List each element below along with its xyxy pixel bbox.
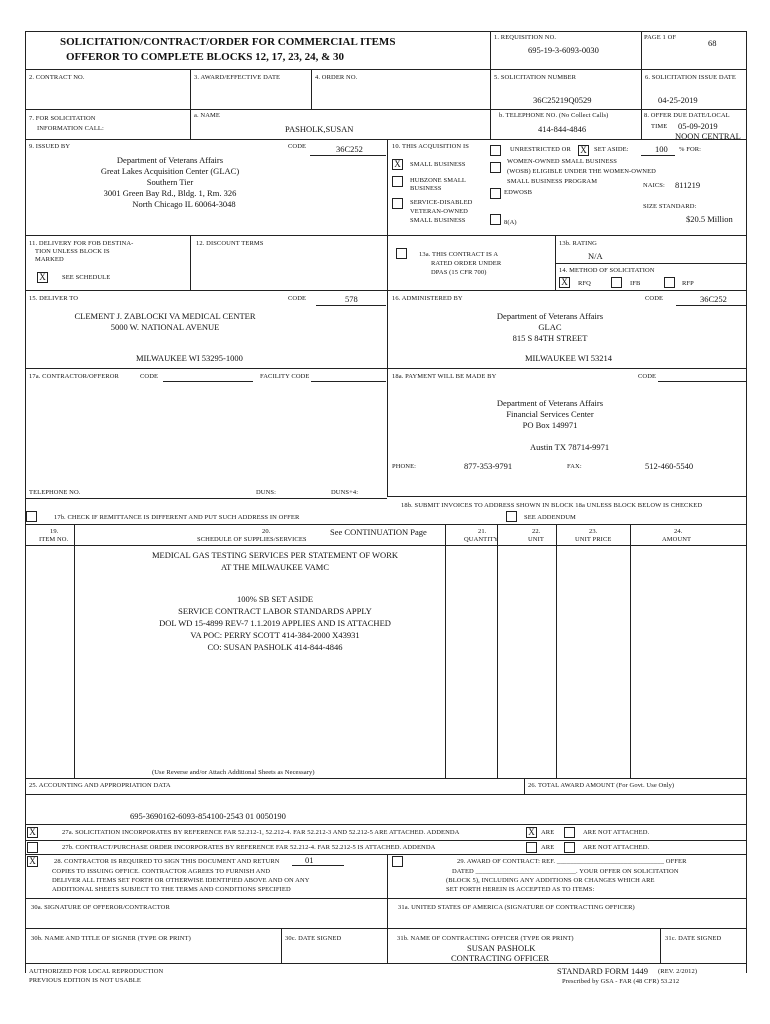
offer-due-label: 8. OFFER DUE DATE/LOCAL: [644, 112, 730, 119]
block-27a-text: 27a. SOLICITATION INCORPORATES BY REFERENCE FAR 52.212-1, 52.212-4. FAR 52.212-3 AND 52.212-5 ARE ATTACHED. ADDENDA: [62, 829, 460, 836]
solicitation-no-label: 5. SOLICITATION NUMBER: [494, 74, 577, 81]
rfp-checkbox[interactable]: [664, 277, 675, 288]
date-30c-label: 30c. DATE SIGNED: [285, 935, 342, 942]
unrestricted-checkbox[interactable]: [490, 145, 501, 156]
ifb-checkbox[interactable]: [611, 277, 622, 288]
eight-a-checkbox[interactable]: [490, 214, 501, 225]
see-addendum-label: SEE ADDENDUM: [524, 514, 576, 521]
wosb-checkbox[interactable]: [490, 162, 501, 173]
duns4-label: DUNS+4:: [331, 489, 359, 496]
schedule-line: DOL WD 15-4899 REV-7 1.1.2019 APPLIES AND IS ATTACHED: [159, 618, 391, 628]
delivery-fob-label: 11. DELIVERY FOR FOB DESTINA-: [29, 240, 134, 247]
27a-are-not-label: ARE NOT ATTACHED.: [583, 829, 650, 836]
facility-code-label: FACILITY CODE: [260, 373, 310, 380]
name-30b-label: 30b. NAME AND TITLE OF SIGNER (TYPE OR PRINT): [31, 935, 191, 942]
edwosb-label: EDWOSB: [504, 189, 533, 196]
see-schedule-checkbox[interactable]: X: [37, 272, 48, 283]
officer-name[interactable]: SUSAN PASHOLK: [467, 943, 536, 953]
administered-by-code-value[interactable]: 36C252: [700, 294, 727, 304]
rating-value[interactable]: N/A: [588, 251, 603, 261]
rating-label: 13b. RATING: [559, 240, 597, 247]
submit-invoices-label: 18b. SUBMIT INVOICES TO ADDRESS SHOWN IN BLOCK 18a UNLESS BLOCK BELOW IS CHECKED: [401, 502, 703, 509]
rated-order-checkbox[interactable]: [396, 248, 407, 259]
acquisition-label: 10. THIS ACQUISITION IS: [392, 143, 469, 150]
unit-price-header: 23.: [589, 528, 598, 535]
date-31c-label: 31c. DATE SIGNED: [665, 935, 722, 942]
footer-form-number: STANDARD FORM 1449: [557, 966, 648, 976]
addenda-27b-checkbox[interactable]: [27, 842, 38, 853]
sdvosb-label-3: SMALL BUSINESS: [410, 217, 466, 224]
issued-by-line: North Chicago IL 60064-3048: [132, 199, 236, 209]
remittance-checkbox[interactable]: [26, 511, 37, 522]
contact-name-value[interactable]: PASHOLK,SUSAN: [285, 124, 354, 134]
27b-are-not-label: ARE NOT ATTACHED.: [583, 844, 650, 851]
delivery-fob-label-3: MARKED: [35, 256, 64, 263]
payment-code-label: CODE: [638, 373, 657, 380]
block-28-text-2: COPIES TO ISSUING OFFICE. CONTRACTOR AGREES TO FURNISH AND: [52, 868, 271, 875]
schedule-line: CO: SUSAN PASHOLK 414-844-4846: [207, 642, 343, 652]
payment-line: PO Box 149971: [522, 420, 578, 430]
page-label: PAGE 1 OF: [644, 34, 677, 41]
requisition-label: 1. REQUISITION NO.: [494, 34, 557, 41]
order-no-label: 4. ORDER NO.: [315, 74, 358, 81]
block-28-text-3: DELIVER ALL ITEMS SET FORTH OR OTHERWISE IDENTIFIED ABOVE AND ON ANY: [52, 877, 310, 884]
deliver-to-line: CLEMENT J. ZABLOCKI VA MEDICAL CENTER: [74, 311, 256, 321]
issued-by-line: Great Lakes Acquisition Center (GLAC): [100, 166, 240, 176]
issued-by-line: Department of Veterans Affairs: [116, 155, 224, 165]
payment-fax-label: FAX:: [567, 463, 582, 470]
remittance-label: 17b. CHECK IF REMITTANCE IS DIFFERENT AND PUT SUCH ADDRESS IN OFFER: [54, 514, 300, 521]
ifb-label: IFB: [630, 280, 641, 287]
contact-name-label: a. NAME: [194, 112, 220, 119]
officer-title[interactable]: CONTRACTING OFFICER: [451, 953, 549, 963]
payment-phone-value[interactable]: 877-353-9791: [464, 461, 513, 471]
accounting-value[interactable]: 695-3690162-6093-854100-2543 01 0050190: [130, 811, 286, 821]
block-29-text-3: (BLOCK 5), INCLUDING ANY ADDITIONS OR CHANGES WHICH ARE: [446, 877, 655, 884]
footer-reproduction: AUTHORIZED FOR LOCAL REPRODUCTION: [29, 968, 164, 975]
block-27b-text: 27b. CONTRACT/PURCHASE ORDER INCORPORATES BY REFERENCE FAR 52.212-4. FAR 52.212-5 IS ATTACHED. ADDENDA: [62, 844, 436, 851]
percent-for-label: % FOR:: [679, 146, 702, 153]
set-aside-label: SET ASIDE:: [594, 146, 629, 153]
edwosb-checkbox[interactable]: [490, 188, 501, 199]
hubzone-label: HUBZONE SMALL: [410, 177, 467, 184]
continuation-page-link[interactable]: See CONTINUATION Page: [330, 527, 427, 537]
hubzone-label-2: BUSINESS: [410, 185, 442, 192]
sdvosb-label-2: VETERAN-OWNED: [410, 208, 468, 215]
payment-label: 18a. PAYMENT WILL BE MADE BY: [392, 373, 497, 380]
block-29-text-2: DATED ______________________________. YOUR OFFER ON SOLICITATION: [452, 868, 679, 875]
method-label: 14. METHOD OF SOLICITATION: [559, 267, 655, 274]
issued-by-code-label: CODE: [288, 143, 307, 150]
block-28-text-4: ADDITIONAL SHEETS SUBJECT TO THE TERMS AND CONDITIONS SPECIFIED: [52, 886, 291, 893]
deliver-to-line: 5000 W. NATIONAL AVENUE: [110, 322, 220, 332]
payment-city: Austin TX 78714-9971: [530, 442, 610, 452]
copies-value[interactable]: 01: [305, 855, 314, 865]
unit-price-header-2: UNIT PRICE: [575, 536, 612, 543]
reverse-note: (Use Reverse and/or Attach Additional Sheets as Necessary): [152, 769, 315, 776]
administered-by-label: 16. ADMINISTERED BY: [392, 295, 463, 302]
hubzone-checkbox[interactable]: [392, 176, 403, 187]
set-aside-percent[interactable]: 100: [655, 144, 668, 154]
issued-by-address: [60, 155, 280, 210]
discount-terms-label: 12. DISCOUNT TERMS: [196, 240, 264, 247]
deliver-to-label: 15. DELIVER TO: [29, 295, 79, 302]
item-no-header: 19.: [50, 528, 59, 535]
addenda-27a-checkbox[interactable]: X: [27, 827, 38, 838]
sig-30a-label: 30a. SIGNATURE OF OFFEROR/CONTRACTOR: [31, 904, 170, 911]
award-date-label: 3. AWARD/EFFECTIVE DATE: [194, 74, 281, 81]
issued-by-code-value[interactable]: 36C252: [336, 144, 363, 154]
size-standard-value[interactable]: $20.5 Million: [686, 214, 733, 224]
schedule-line: VA POC: PERRY SCOTT 414-384-2000 X43931: [190, 630, 360, 640]
offer-time-label: TIME: [651, 123, 668, 130]
payment-line: Financial Services Center: [506, 409, 594, 419]
27b-are-not-checkbox[interactable]: [564, 842, 575, 853]
contractor-label: 17a. CONTRACTOR/OFFEROR: [29, 373, 119, 380]
delivery-fob-label-2: TION UNLESS BLOCK IS: [35, 248, 110, 255]
sdvosb-checkbox[interactable]: [392, 198, 403, 209]
name-31b-label: 31b. NAME OF CONTRACTING OFFICER (TYPE OR PRINT): [397, 935, 574, 942]
block-28-text: 28. CONTRACTOR IS REQUIRED TO SIGN THIS DOCUMENT AND RETURN: [54, 858, 280, 865]
sig-31a-label: 31a. UNITED STATES OF AMERICA (SIGNATURE OF CONTRACTING OFFICER): [398, 904, 635, 911]
footer-revision: (REV. 2/2012): [658, 968, 698, 975]
eight-a-label: 8(A): [504, 219, 517, 226]
issue-date-value[interactable]: 04-25-2019: [658, 95, 698, 105]
naics-value[interactable]: 811219: [675, 180, 701, 190]
27a-are-label: ARE: [541, 829, 555, 836]
schedule-line: MEDICAL GAS TESTING SERVICES PER STATEMENT OF WORK: [151, 550, 399, 560]
quantity-header-2: QUANTITY: [464, 536, 499, 543]
rated-order-label-2: RATED ORDER UNDER: [431, 260, 502, 267]
amount-header: 24.: [674, 528, 683, 535]
small-business-label: SMALL BUSINESS: [410, 161, 466, 168]
issued-by-label: 9. ISSUED BY: [29, 143, 71, 150]
requisition-value[interactable]: 695-19-3-6093-0030: [528, 45, 599, 55]
block-28-checkbox[interactable]: X: [27, 856, 38, 867]
accounting-label: 25. ACCOUNTING AND APPROPRIATION DATA: [29, 782, 171, 789]
services-header-2: SCHEDULE OF SUPPLIES/SERVICES: [197, 536, 307, 543]
services-header: 20.: [262, 528, 271, 535]
block-29-text-4: SET FORTH HEREIN IS ACCEPTED AS TO ITEMS:: [446, 886, 595, 893]
rated-order-label: 13a. THIS CONTRACT IS A: [419, 251, 499, 258]
naics-label: NAICS:: [643, 182, 665, 189]
rfq-checkbox[interactable]: X: [559, 277, 570, 288]
footer-prescribed: Prescribed by GSA - FAR (48 CFR) 53.212: [562, 978, 680, 985]
rfq-label: RFQ: [578, 280, 591, 287]
contract-no-label: 2. CONTRACT NO.: [29, 74, 85, 81]
form-title: SOLICITATION/CONTRACT/ORDER FOR COMMERCIAL ITEMS: [60, 36, 396, 48]
issued-by-line: 3001 Green Bay Rd., Bldg. 1, Rm. 326: [103, 188, 237, 198]
administered-by-line: GLAC: [538, 322, 562, 332]
wosb-label: WOMEN-OWNED SMALL BUSINESS: [507, 158, 617, 165]
payment-line: Department of Veterans Affairs: [496, 398, 604, 408]
27b-are-label: ARE: [541, 844, 555, 851]
payment-fax-value[interactable]: 512-460-5540: [645, 461, 694, 471]
payment-phone-label: PHONE:: [392, 463, 417, 470]
27a-are-not-checkbox[interactable]: [564, 827, 575, 838]
27b-are-checkbox[interactable]: [526, 842, 537, 853]
schedule-description: [110, 549, 440, 573]
unrestricted-label: UNRESTRICTED OR: [510, 146, 571, 153]
offer-due-time[interactable]: NOON CENTRAL: [675, 131, 741, 141]
telephone-label: TELEPHONE NO.: [29, 489, 81, 496]
schedule-line: SERVICE CONTRACT LABOR STANDARDS APPLY: [178, 606, 372, 616]
size-standard-label: SIZE STANDARD:: [643, 203, 697, 210]
issue-date-label: 6. SOLICITATION ISSUE DATE: [645, 74, 736, 81]
see-addendum-checkbox[interactable]: [506, 511, 517, 522]
form-subtitle: OFFEROR TO COMPLETE BLOCKS 12, 17, 23, 24, & 30: [66, 51, 344, 63]
block-29-checkbox[interactable]: [392, 856, 403, 867]
administered-by-code-label: CODE: [645, 295, 664, 302]
contractor-code-label: CODE: [140, 373, 159, 380]
footer-previous-edition: PREVIOUS EDITION IS NOT USABLE: [29, 977, 141, 984]
administered-by-line: 815 S 84TH STREET: [512, 333, 588, 343]
duns-label: DUNS:: [256, 489, 277, 496]
administered-by-line: Department of Veterans Affairs: [496, 311, 604, 321]
page-total: 68: [708, 38, 717, 48]
issued-by-line: Southern Tier: [146, 177, 194, 187]
block-29-text: 29. AWARD OF CONTRACT: REF. ________________________________ OFFER: [457, 858, 687, 865]
offer-due-date[interactable]: 05-09-2019: [678, 121, 718, 131]
schedule-terms: [110, 593, 440, 653]
total-award-label: 26. TOTAL AWARD AMOUNT (For Govt. Use Only): [528, 782, 675, 789]
unit-header-2: UNIT: [528, 536, 544, 543]
amount-header-2: AMOUNT: [662, 536, 692, 543]
small-business-checkbox[interactable]: X: [392, 159, 403, 170]
schedule-line: 100% SB SET ASIDE: [236, 594, 314, 604]
see-schedule-label: SEE SCHEDULE: [62, 274, 111, 281]
for-info-label: 7. FOR SOLICITATION: [29, 115, 96, 122]
sdvosb-label: SERVICE-DISABLED: [410, 199, 473, 206]
contact-phone-label: b. TELEPHONE NO. (No Collect Calls): [499, 112, 609, 119]
payment-address: [430, 398, 670, 431]
wosb-label-2: (WOSB) ELIGIBLE UNDER THE WOMEN-OWNED: [507, 168, 656, 175]
deliver-to-address: [40, 311, 290, 333]
deliver-to-code-value[interactable]: 578: [345, 294, 358, 304]
administered-by-city: MILWAUKEE WI 53214: [525, 353, 613, 363]
quantity-header: 21.: [478, 528, 487, 535]
for-info-label-2: INFORMATION CALL:: [37, 125, 104, 132]
set-aside-checkbox[interactable]: X: [578, 145, 589, 156]
deliver-to-city: MILWAUKEE WI 53295-1000: [136, 353, 243, 363]
item-no-header-2: ITEM NO.: [39, 536, 69, 543]
schedule-line: AT THE MILWAUKEE VAMC: [220, 562, 330, 572]
rated-order-label-3: DPAS (15 CFR 700): [431, 269, 487, 276]
rfp-label: RFP: [682, 280, 694, 287]
27a-are-checkbox[interactable]: X: [526, 827, 537, 838]
solicitation-no-value[interactable]: 36C25219Q0529: [533, 95, 592, 105]
administered-by-address: [430, 311, 670, 344]
deliver-to-code-label: CODE: [288, 295, 307, 302]
unit-header: 22.: [532, 528, 541, 535]
contact-phone-value[interactable]: 414-844-4846: [538, 124, 587, 134]
wosb-label-3: SMALL BUSINESS PROGRAM: [507, 178, 598, 185]
